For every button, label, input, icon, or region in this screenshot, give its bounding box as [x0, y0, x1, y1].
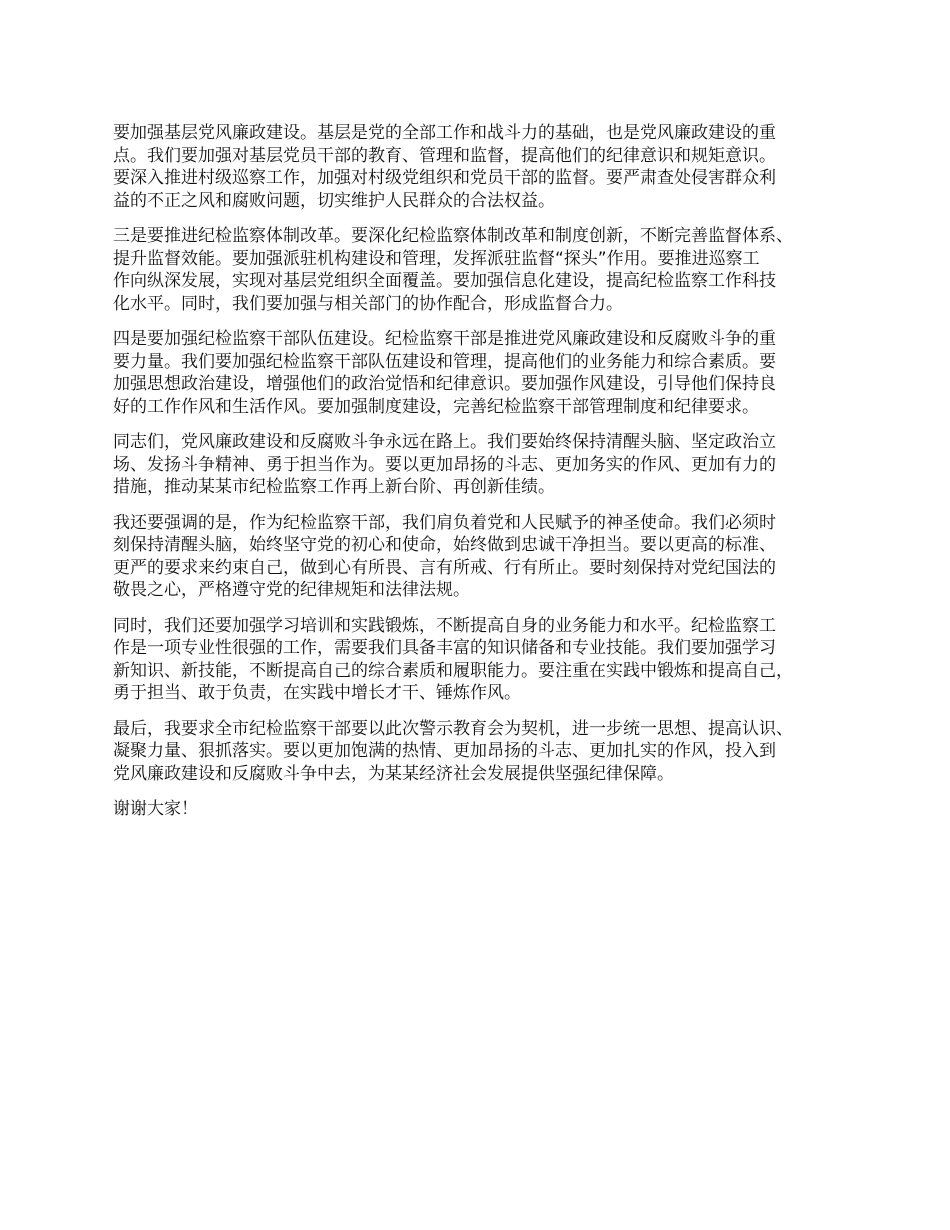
text-line: 勇于担当、敢于负责，在实践中增长才干、锤炼作风。	[113, 683, 521, 703]
text-line: 新知识、新技能，不断提高自己的综合素质和履职能力。要注重在实践中锻炼和提高自己，	[113, 660, 793, 681]
text-line: 点。我们要加强对基层党员干部的教育、管理和监督，提高他们的纪律意识和规矩意识。	[113, 145, 776, 166]
text-line: 化水平。同时，我们要加强与相关部门的协作配合，形成监督合力。	[113, 293, 623, 314]
document-body	[113, 122, 858, 834]
paragraph-closing	[113, 798, 858, 821]
paragraph-5	[113, 512, 858, 602]
text-line: 作是一项专业性很强的工作，需要我们具备丰富的知识储备和专业技能。我们要加强学习	[113, 638, 776, 658]
text-line: 作向纵深发展，实现对基层党组织全面覆盖。要加强信息化建设，提高纪检监察工作科技	[113, 271, 776, 291]
text-line: 同时，我们还要加强学习培训和实践锻炼，不断提高自身的业务能力和水平。纪检监察工	[113, 615, 776, 636]
text-line: 最后，我要求全市纪检监察干部要以此次警示教育会为契机，进一步统一思想、提高认识、	[113, 718, 793, 739]
text-line: 好的工作作风和生活作风。要加强制度建设，完善纪检监察干部管理制度和纪律要求。	[113, 396, 759, 417]
paragraph-3	[113, 328, 858, 418]
text-line: 加强思想政治建设，增强他们的政治觉悟和纪律意识。要加强作风建设，引导他们保持良	[113, 374, 776, 394]
paragraph-7	[113, 718, 858, 786]
text-line: 我还要强调的是，作为纪检监察干部，我们肩负着党和人民赋予的神圣使命。我们必须时	[113, 512, 776, 533]
text-line: 提升监督效能。要加强派驻机构建设和管理，发挥派驻监督“探头”作用。要推进巡察工	[113, 248, 760, 269]
text-line: 场、发扬斗争精神、勇于担当作为。要以更加昂扬的斗志、更加务实的作风、更加有力的	[113, 454, 776, 475]
text-line: 同志们，党风廉政建设和反腐败斗争永远在路上。我们要始终保持清醒头脑、坚定政治立	[113, 432, 776, 452]
paragraph-1	[113, 122, 858, 212]
text-line: 党风廉政建设和反腐败斗争中去，为某某经济社会发展提供坚强纪律保障。	[113, 763, 674, 784]
text-line: 谢谢大家！	[113, 799, 198, 819]
text-line: 益的不正之风和腐败问题，切实维护人民群众的合法权益。	[113, 190, 555, 211]
text-line: 要深入推进村级巡察工作，加强对村级党组织和党员干部的监督。要严肃查处侵害群众利	[113, 168, 776, 188]
paragraph-4	[113, 431, 858, 499]
text-line: 敬畏之心，严格遵守党的纪律规矩和法律法规。	[113, 580, 470, 600]
text-line: 要力量。我们要加强纪检监察干部队伍建设和管理，提高他们的业务能力和综合素质。要	[113, 351, 776, 372]
text-line: 刻保持清醒头脑，始终坚守党的初心和使命，始终做到忠诚干净担当。要以更高的标准、	[113, 535, 776, 555]
text-line: 措施，推动某某市纪检监察工作再上新台阶、再创新佳绩。	[113, 477, 555, 497]
text-line: 凝聚力量、狠抓落实。要以更加饱满的热情、更加昂扬的斗志、更加扎实的作风，投入到	[113, 741, 776, 761]
paragraph-6	[113, 615, 858, 705]
text-line: 三是要推进纪检监察体制改革。要深化纪检监察体制改革和制度创新，不断完善监督体系、	[113, 226, 793, 246]
text-line: 更严的要求来约束自己，做到心有所畏、言有所戒、行有所止。要时刻保持对党纪国法的	[113, 557, 776, 578]
text-line: 要加强基层党风廉政建设。基层是党的全部工作和战斗力的基础，也是党风廉政建设的重	[113, 123, 776, 143]
paragraph-2	[113, 225, 858, 315]
text-line: 四是要加强纪检监察干部队伍建设。纪检监察干部是推进党风廉政建设和反腐败斗争的重	[113, 329, 776, 349]
